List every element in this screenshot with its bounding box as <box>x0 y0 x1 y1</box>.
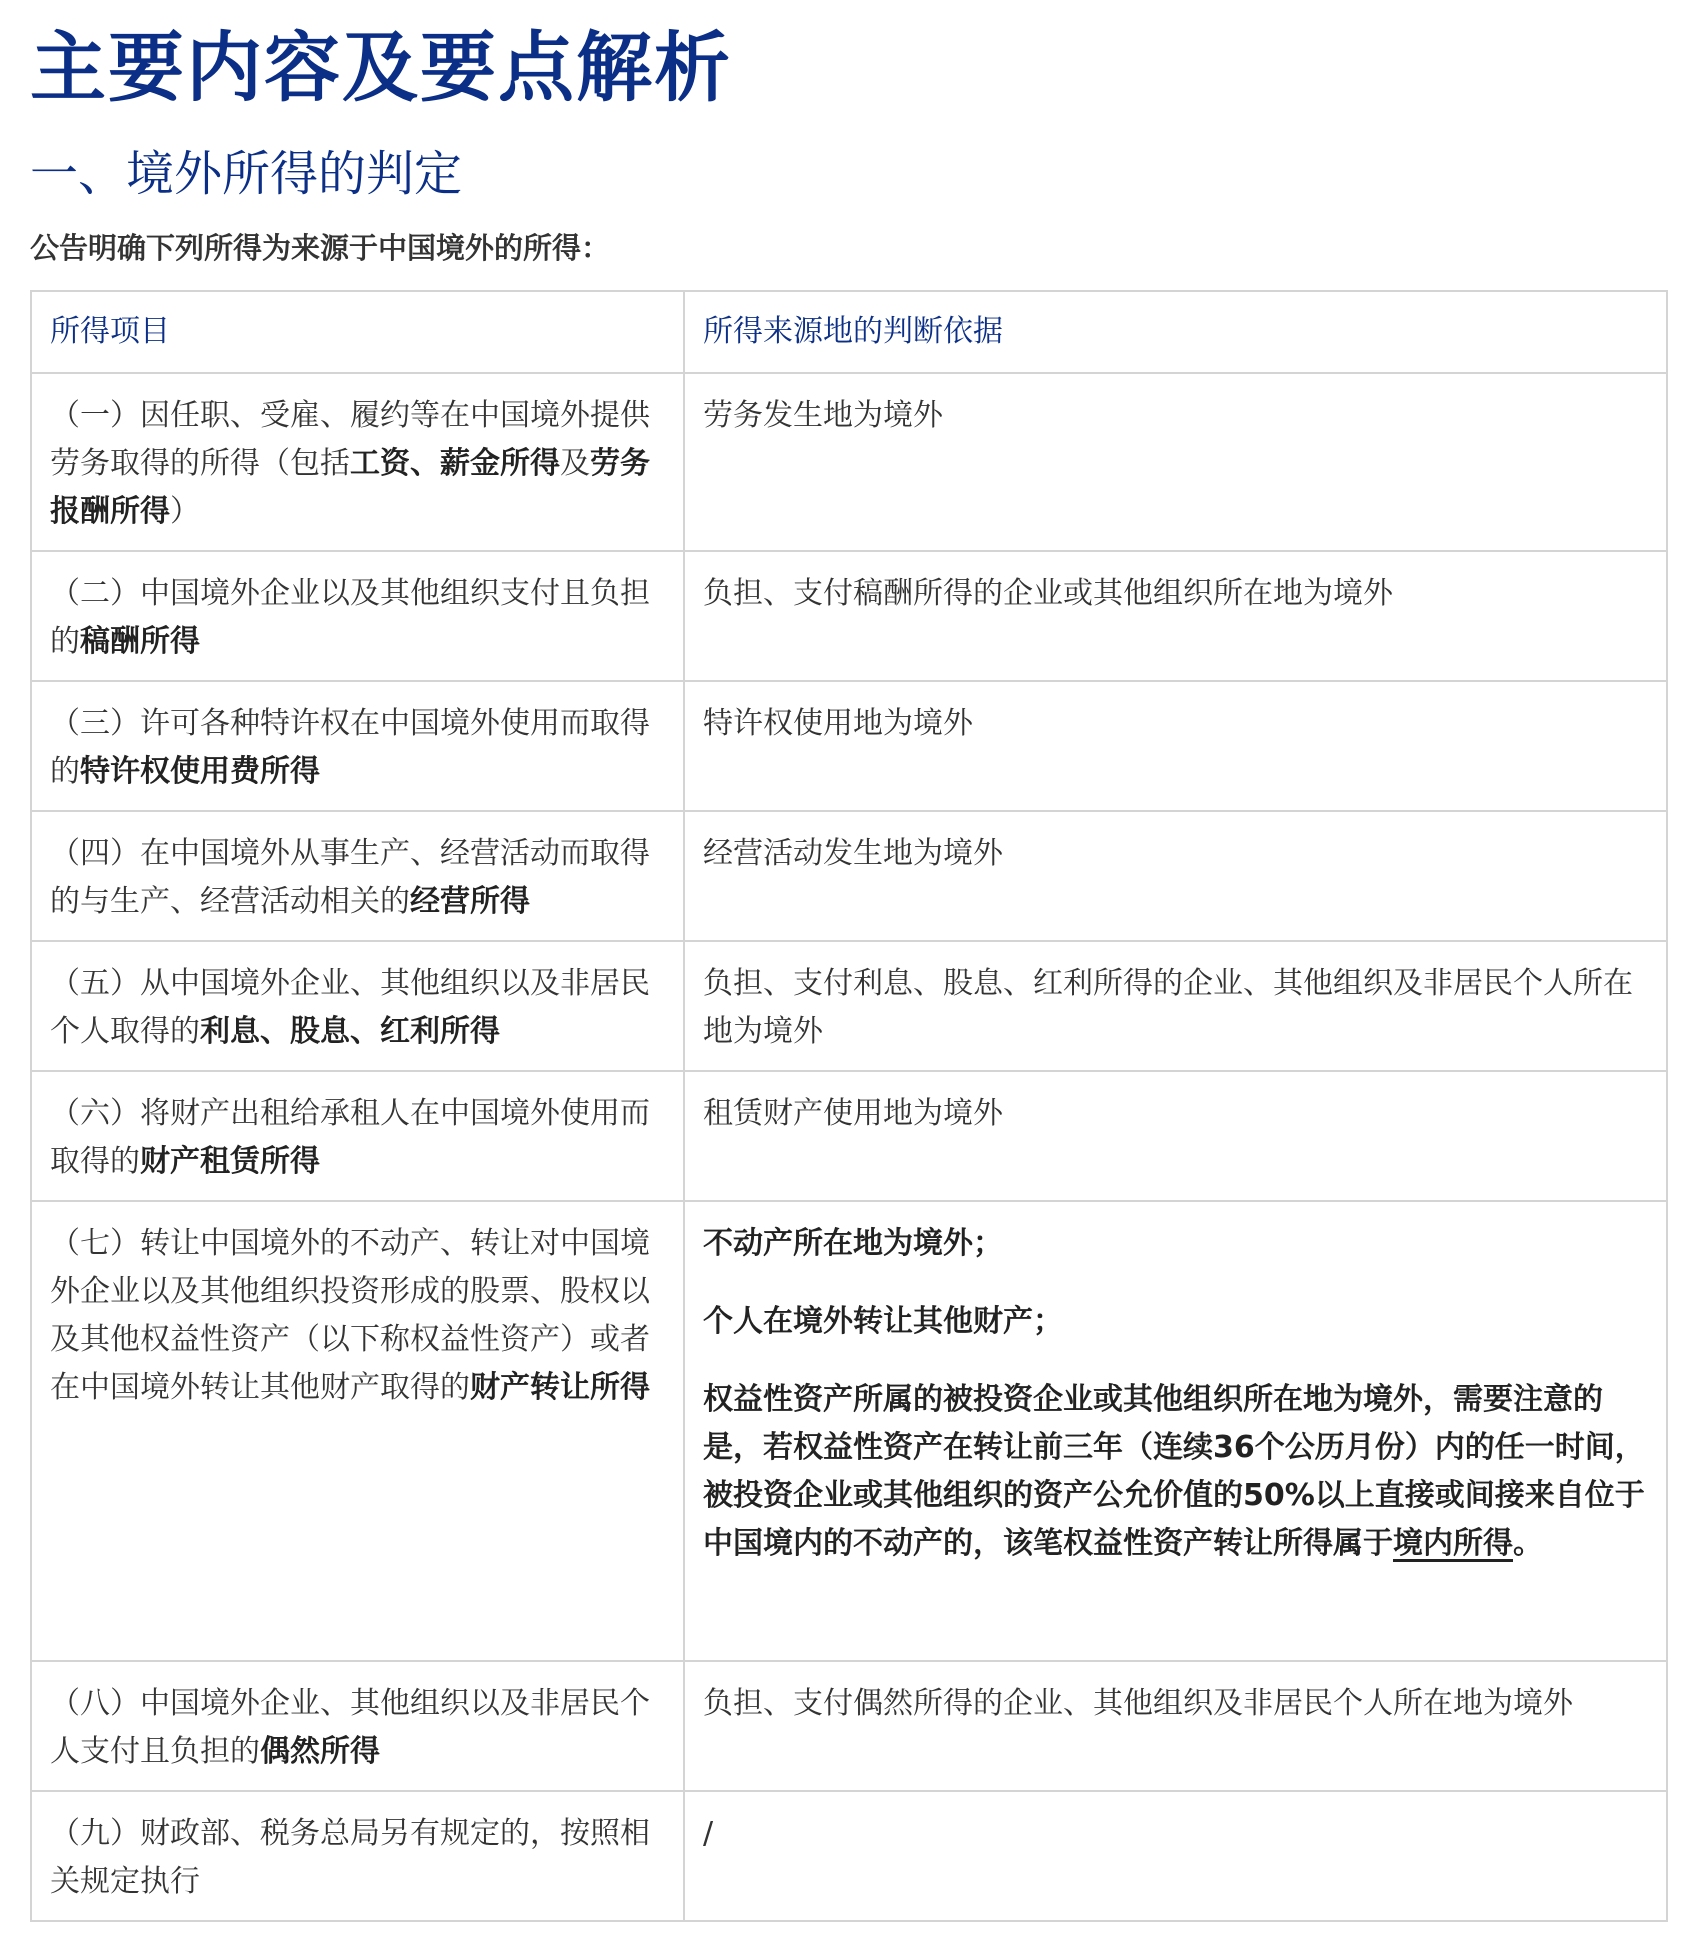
item-bold: 利息 <box>200 1014 260 1049</box>
source-basis-cell: 劳务发生地为境外 <box>684 373 1667 551</box>
source-basis-cell: 负担、支付偶然所得的企业、其他组织及非居民个人所在地为境外 <box>684 1661 1667 1791</box>
item-bold: 经营所得 <box>410 884 530 919</box>
basis-text: 权益性资产所属的被投资企业或其他组织所在地为境外，需要注意的是，若权益性资产在转让前三年（连续36个公历月份）内的任一时间，被投资企业或其他组织的资产公允价值的50%以上直接或间接来自位于中国境内的不动产的，该笔权益性资产转让所得属于 <box>703 1382 1645 1561</box>
table-row <box>31 1661 1667 1791</box>
item-bold: 稿酬所得 <box>80 624 200 659</box>
item-text: （九）财政部、税务总局另有规定的，按照相关规定执行 <box>50 1816 650 1899</box>
intro-text: 公告明确下列所得为来源于中国境外的所得： <box>30 231 611 265</box>
source-basis-cell: / <box>684 1791 1667 1921</box>
item-text: （八）中国境外企业、其他组织以及非居民个人支付且负担的 <box>50 1686 650 1769</box>
table-row <box>31 373 1667 551</box>
basis-paragraph <box>703 1376 1648 1568</box>
item-bold: 劳务报酬所得 <box>50 446 650 529</box>
table-row <box>31 681 1667 811</box>
table-row <box>31 1201 1667 1661</box>
basis-line: 不动产所在地为境外； <box>703 1226 1003 1261</box>
table-row <box>31 1791 1667 1921</box>
table-row <box>31 941 1667 1071</box>
source-basis-cell: 负担、支付利息、股息、红利所得的企业、其他组织及非居民个人所在地为境外 <box>684 941 1667 1071</box>
source-basis-cell: 经营活动发生地为境外 <box>684 811 1667 941</box>
item-bold: 财产租赁所得 <box>140 1144 320 1179</box>
table-row <box>31 811 1667 941</box>
income-item-cell <box>31 1201 684 1661</box>
table-row <box>31 1071 1667 1201</box>
income-source-table <box>30 290 1668 1922</box>
income-item-cell <box>31 373 684 551</box>
source-basis-cell: 租赁财产使用地为境外 <box>684 1071 1667 1201</box>
item-text: （五）从中国境外企业、其他组织以及非居民个人取得的 <box>50 966 650 1049</box>
income-item-cell <box>31 1661 684 1791</box>
source-basis-cell <box>684 1201 1667 1661</box>
income-item-cell <box>31 551 684 681</box>
item-bold: 工资 <box>350 446 410 481</box>
header-source-basis: 所得来源地的判断依据 <box>684 291 1667 373</box>
item-text: （六）将财产出租给承租人在中国境外使用而取得的 <box>50 1096 650 1179</box>
item-bold: 薪金所得 <box>440 446 560 481</box>
basis-line: 个人在境外转让其他财产； <box>703 1304 1063 1339</box>
item-separator: 、 <box>410 446 440 481</box>
income-item-cell <box>31 1791 684 1921</box>
item-text: （四）在中国境外从事生产、经营活动而取得的与生产、经营活动相关的 <box>50 836 650 919</box>
item-bold: 财产转让所得 <box>470 1370 650 1405</box>
item-bold: 偶然所得 <box>260 1734 380 1769</box>
income-item-cell <box>31 811 684 941</box>
item-separator: 、 <box>260 1014 290 1049</box>
item-text: ） <box>170 494 200 529</box>
item-text: （一）因任职、受雇、履约等在中国境外提供劳务取得的所得（包括 <box>50 398 650 481</box>
item-text: （七）转让中国境外的不动产、转让对中国境外企业以及其他组织投资形成的股票、股权以及其他权益性资产（以下称权益性资产）或者在中国境外转让其他财产取得的 <box>50 1226 650 1405</box>
income-item-cell <box>31 941 684 1071</box>
item-text: （二）中国境外企业以及其他组织支付且负担的 <box>50 576 650 659</box>
header-income-item: 所得项目 <box>31 291 684 373</box>
item-bold: 特许权使用费所得 <box>80 754 320 789</box>
table-row <box>31 551 1667 681</box>
income-item-cell <box>31 1071 684 1201</box>
domestic-income-underlined: 境内所得 <box>1393 1526 1513 1561</box>
section-title: 一、境外所得的判定 <box>30 146 463 202</box>
main-title: 主要内容及要点解析 <box>30 23 732 112</box>
source-basis-cell: 负担、支付稿酬所得的企业或其他组织所在地为境外 <box>684 551 1667 681</box>
income-item-cell <box>31 681 684 811</box>
item-text: （三）许可各种特许权在中国境外使用而取得的 <box>50 706 650 789</box>
table-header-row <box>31 291 1667 373</box>
item-bold: 红利所得 <box>380 1014 500 1049</box>
basis-text: 。 <box>1513 1526 1543 1561</box>
item-separator: 、 <box>350 1014 380 1049</box>
source-basis-cell: 特许权使用地为境外 <box>684 681 1667 811</box>
item-text: 及 <box>560 446 590 481</box>
item-bold: 股息 <box>290 1014 350 1049</box>
